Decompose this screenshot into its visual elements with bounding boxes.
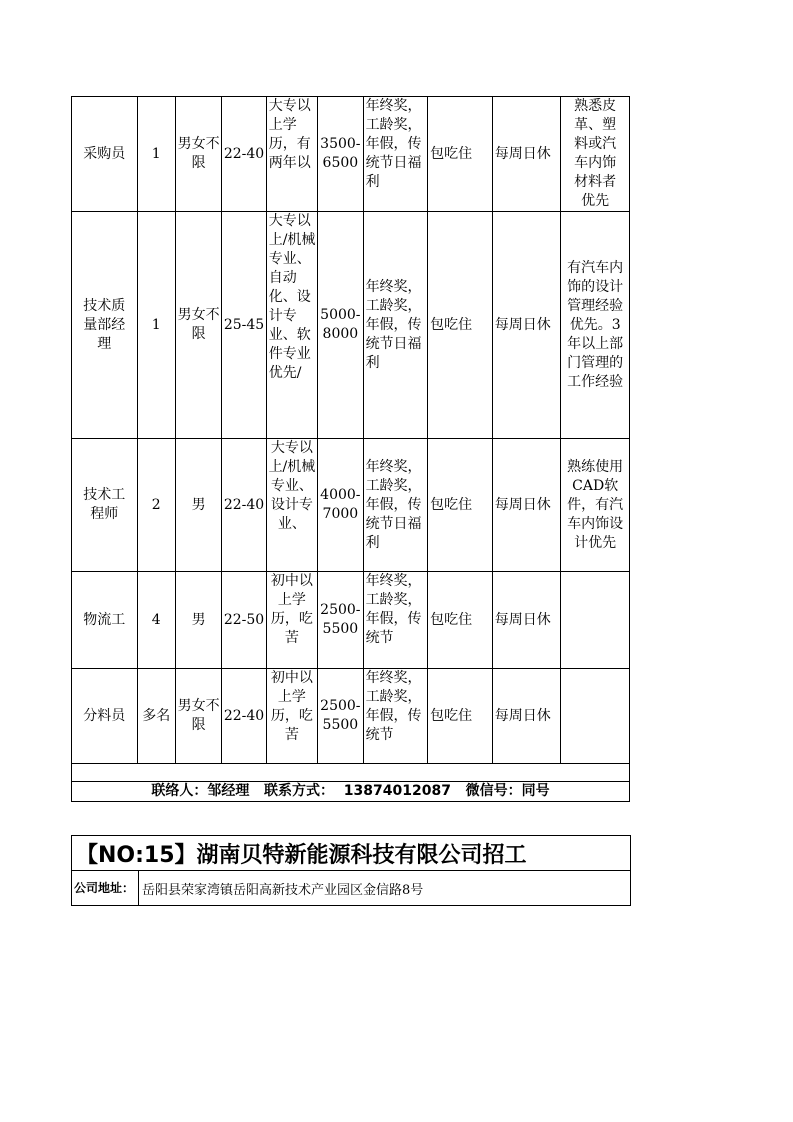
address-value: 岳阳县荣家湾镇岳阳高新技术产业园区金信路8号: [139, 871, 631, 906]
rest-text: 每周日休: [494, 316, 551, 333]
requirements-cell: [561, 572, 630, 669]
job-table: [71, 96, 630, 802]
count-cell: 1: [137, 212, 175, 439]
benefits-text: 年终奖，工龄奖，年假，传统节日福利: [365, 458, 422, 551]
accommodation-cell: 包吃住: [428, 439, 493, 572]
company-title-row: [72, 836, 631, 871]
gender-cell: 男: [175, 572, 221, 669]
education-cell: [266, 212, 317, 439]
gender-text: 男女不限: [177, 136, 220, 171]
accommodation-cell: 包吃住: [428, 212, 493, 439]
age-cell: 22-40: [222, 669, 266, 764]
benefits-text: 年终奖，工龄奖，年假，传统节: [365, 573, 422, 646]
table-row: [72, 97, 630, 212]
salary-text: 3500-6500: [320, 136, 361, 171]
table-row: [72, 669, 630, 764]
gender-cell: [175, 97, 221, 212]
benefits-text: 年终奖，工龄奖，年假，传统节日福利: [365, 98, 422, 190]
education-text: 大专以上/机械专业、自动化、设计专业、软件专业优先/: [268, 213, 316, 381]
position-cell: [72, 439, 138, 572]
education-text: 初中以上学历，吃苦: [270, 573, 313, 646]
gender-cell: [175, 669, 221, 764]
count-text: 多名: [142, 707, 171, 724]
requirements-text: 有汽车内饰的设计管理经验优先。3年以上部门管理的工作经验: [567, 259, 624, 390]
position-text: 技术工程师: [83, 487, 126, 522]
address-label: 公司地址：: [72, 871, 139, 906]
education-cell: [266, 439, 317, 572]
gender-cell: 男: [175, 439, 221, 572]
accommodation-cell: 包吃住: [428, 572, 493, 669]
company-title: 【NO:15】湖南贝特新能源科技有限公司招工: [72, 836, 631, 871]
count-cell: [137, 669, 175, 764]
position-cell: 分料员: [72, 669, 138, 764]
count-cell: 4: [137, 572, 175, 669]
benefits-cell: [363, 97, 428, 212]
table-row: [72, 212, 630, 439]
requirements-cell: [561, 97, 630, 212]
salary-text: 4000-7000: [320, 487, 361, 522]
rest-text: 每周日休: [494, 496, 551, 513]
blank-row: [72, 764, 630, 782]
position-text: 技术质量部经理: [83, 297, 126, 352]
salary-cell: [318, 97, 363, 212]
rest-cell: [492, 669, 561, 764]
age-cell: 25-45: [222, 212, 266, 439]
accommodation-cell: 包吃住: [428, 97, 493, 212]
requirements-cell: [561, 669, 630, 764]
gender-text: 男女不限: [177, 307, 220, 342]
rest-cell: [492, 212, 561, 439]
rest-cell: [492, 97, 561, 212]
accommodation-cell: 包吃住: [428, 669, 493, 764]
rest-cell: [492, 572, 561, 669]
position-cell: 采购员: [72, 97, 138, 212]
table-row: [72, 439, 630, 572]
position-cell: 物流工: [72, 572, 138, 669]
gender-cell: [175, 212, 221, 439]
company-table: [71, 835, 631, 906]
requirements-cell: [561, 212, 630, 439]
rest-text: 每周日休: [494, 707, 551, 724]
requirements-text: 熟悉皮革、塑料或汽车内饰材料者优先: [574, 98, 617, 209]
salary-text: 5000-8000: [320, 307, 361, 342]
benefits-cell: [363, 572, 428, 669]
benefits-cell: [363, 439, 428, 572]
table-row: [72, 572, 630, 669]
contact-line: 联络人：邹经理 联系方式： 13874012087 微信号：同号: [72, 782, 630, 802]
age-cell: 22-40: [222, 439, 266, 572]
salary-cell: [318, 572, 363, 669]
salary-text: 2500-5500: [320, 602, 361, 637]
salary-cell: [318, 212, 363, 439]
requirements-text: 熟练使用CAD软件，有汽车内饰设计优先: [567, 458, 624, 551]
position-cell: [72, 212, 138, 439]
benefits-text: 年终奖，工龄奖，年假，传统节: [365, 670, 422, 743]
education-text: 初中以上学历，吃苦: [270, 670, 313, 743]
education-cell: [266, 572, 317, 669]
rest-cell: [492, 439, 561, 572]
company-address-row: [72, 871, 631, 906]
benefits-text: 年终奖，工龄奖，年假，传统节日福利: [365, 278, 422, 371]
benefits-cell: [363, 669, 428, 764]
education-text: 大专以上学历，有两年以: [268, 98, 311, 171]
count-cell: 1: [137, 97, 175, 212]
blank-cell: [72, 764, 630, 782]
salary-cell: [318, 439, 363, 572]
rest-text: 每周日休: [494, 611, 551, 628]
education-cell: [266, 669, 317, 764]
gender-text: 男女不限: [177, 698, 220, 733]
education-cell: [266, 97, 317, 212]
age-cell: 22-40: [222, 97, 266, 212]
requirements-cell: [561, 439, 630, 572]
salary-text: 2500-5500: [320, 698, 361, 733]
contact-row: [72, 782, 630, 802]
education-text: 大专以上/机械专业、设计专业、: [268, 440, 316, 532]
rest-text: 每周日休: [494, 145, 551, 162]
salary-cell: [318, 669, 363, 764]
age-cell: 22-50: [222, 572, 266, 669]
count-cell: 2: [137, 439, 175, 572]
benefits-cell: [363, 212, 428, 439]
